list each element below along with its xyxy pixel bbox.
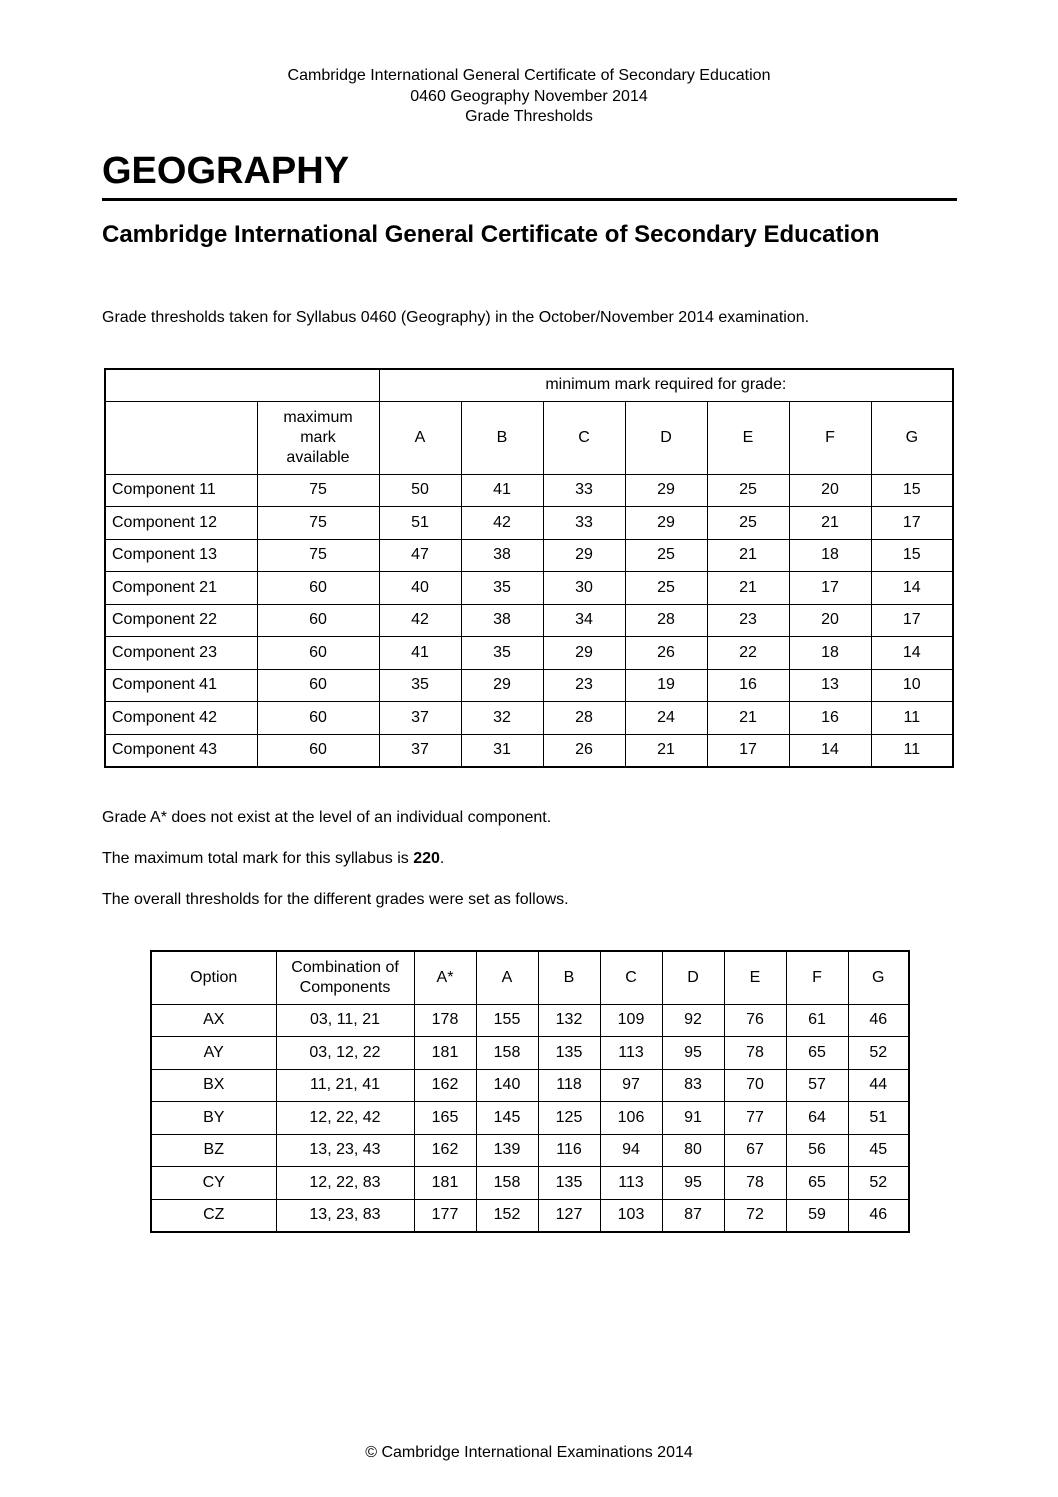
component-name: Component 41 [105,669,257,702]
grade-mark-cell: 35 [379,669,461,702]
component-combination: 03, 12, 22 [276,1037,414,1070]
max-mark-cell: 75 [257,474,379,507]
grade-mark-cell: 26 [543,734,625,767]
option-grade-mark-cell: 178 [414,1004,476,1037]
grade-mark-cell: 25 [707,507,789,540]
table-row [105,637,953,670]
grade-mark-cell: 34 [543,604,625,637]
grade-mark-cell: 16 [707,669,789,702]
option-grade-mark-cell: 155 [476,1004,538,1037]
component-name: Component 12 [105,507,257,540]
grade-mark-cell: 14 [871,637,953,670]
copyright-footer: © Cambridge International Examinations 2014 [365,1444,693,1461]
component-name: Component 43 [105,734,257,767]
table-row [105,507,953,540]
grade-mark-cell: 20 [789,474,871,507]
component-combination: 12, 22, 42 [276,1102,414,1135]
grade-mark-cell: 25 [625,572,707,605]
grade-mark-cell: 51 [379,507,461,540]
option-grade-mark-cell: 113 [600,1167,662,1200]
max-mark-cell: 60 [257,734,379,767]
title-divider [102,198,957,201]
minimum-mark-header: minimum mark required for grade: [379,369,953,401]
option-grade-mark-cell: 87 [662,1199,724,1232]
table-row [151,1167,909,1200]
table-row [151,1134,909,1167]
max-total-value: 220 [413,850,440,867]
option-grade-mark-cell: 65 [786,1167,848,1200]
grade-mark-cell: 28 [625,604,707,637]
group-header-row [105,369,953,401]
grade-mark-cell: 35 [461,572,543,605]
page-subtitle: Cambridge International General Certificate of Secondary Education [102,221,880,248]
grade-mark-cell: 15 [871,474,953,507]
option-grade-mark-cell: 70 [724,1069,786,1102]
grade-mark-cell: 21 [789,507,871,540]
document-header [0,66,1058,128]
max-mark-cell: 60 [257,572,379,605]
option-grade-mark-cell: 64 [786,1102,848,1135]
grade-mark-cell: 29 [461,669,543,702]
option-code: BZ [151,1134,276,1167]
grade-mark-cell: 47 [379,539,461,572]
option-grade-header-c: C [600,951,662,1004]
option-grade-mark-cell: 158 [476,1167,538,1200]
option-grade-header-d: D [662,951,724,1004]
max-mark-cell: 60 [257,637,379,670]
component-combination: 03, 11, 21 [276,1004,414,1037]
grade-mark-cell: 29 [543,539,625,572]
component-thresholds-table [104,368,954,768]
grade-mark-cell: 41 [461,474,543,507]
option-grade-mark-cell: 109 [600,1004,662,1037]
option-grade-mark-cell: 46 [848,1004,909,1037]
page-title: GEOGRAPHY [102,150,350,192]
grade-mark-cell: 21 [625,734,707,767]
grade-mark-cell: 33 [543,507,625,540]
option-grade-header-a: A [476,951,538,1004]
component-combination: 12, 22, 83 [276,1167,414,1200]
grade-header-e: E [707,401,789,474]
component-name: Component 11 [105,474,257,507]
grade-mark-cell: 40 [379,572,461,605]
component-name: Component 42 [105,702,257,735]
option-grade-mark-cell: 158 [476,1037,538,1070]
option-grade-mark-cell: 52 [848,1037,909,1070]
grade-mark-cell: 14 [789,734,871,767]
option-grade-mark-cell: 59 [786,1199,848,1232]
empty-header-cell [105,401,257,474]
table-row [151,1102,909,1135]
option-grade-header-b: B [538,951,600,1004]
header-line-syllabus: 0460 Geography November 2014 [410,87,648,105]
option-grade-mark-cell: 56 [786,1134,848,1167]
header-line-qualification: Cambridge International General Certificate of Secondary Education [287,67,771,84]
option-grade-mark-cell: 46 [848,1199,909,1232]
option-grade-header-e: E [724,951,786,1004]
max-mark-cell: 60 [257,702,379,735]
option-grade-mark-cell: 139 [476,1134,538,1167]
option-grade-mark-cell: 162 [414,1069,476,1102]
max-mark-header: maximum mark available [257,401,379,474]
option-grade-mark-cell: 116 [538,1134,600,1167]
grade-header-c: C [543,401,625,474]
grade-header-g: G [871,401,953,474]
grade-mark-cell: 15 [871,539,953,572]
option-grade-header-f: F [786,951,848,1004]
option-grade-mark-cell: 77 [724,1102,786,1135]
grade-mark-cell: 37 [379,702,461,735]
grade-mark-cell: 17 [789,572,871,605]
option-grade-header-g: G [848,951,909,1004]
option-grade-mark-cell: 95 [662,1037,724,1070]
option-thresholds-table [150,950,910,1233]
grade-mark-cell: 25 [707,474,789,507]
option-grade-mark-cell: 51 [848,1102,909,1135]
combination-header: Combination of Components [276,951,414,1004]
option-grade-mark-cell: 80 [662,1134,724,1167]
max-total-text [102,849,444,869]
grade-mark-cell: 11 [871,702,953,735]
grade-mark-cell: 21 [707,539,789,572]
grade-header-a: A [379,401,461,474]
grade-header-d: D [625,401,707,474]
max-mark-cell: 60 [257,604,379,637]
option-grade-mark-cell: 181 [414,1167,476,1200]
grade-mark-cell: 16 [789,702,871,735]
grade-mark-cell: 42 [461,507,543,540]
grade-mark-cell: 18 [789,637,871,670]
option-header: Option [151,951,276,1004]
a-star-note: Grade A* does not exist at the level of an individual component. [102,809,552,826]
grade-mark-cell: 21 [707,572,789,605]
table-row [105,572,953,605]
option-grade-mark-cell: 92 [662,1004,724,1037]
grade-mark-cell: 31 [461,734,543,767]
table-row [105,702,953,735]
grade-mark-cell: 14 [871,572,953,605]
table-row [151,1199,909,1232]
table-row [151,1069,909,1102]
option-grade-mark-cell: 67 [724,1134,786,1167]
grade-mark-cell: 37 [379,734,461,767]
table-row [151,1004,909,1037]
component-thresholds-body [105,369,953,767]
header-line-doc-type: Grade Thresholds [465,108,593,125]
option-code: AX [151,1004,276,1037]
option-grade-mark-cell: 57 [786,1069,848,1102]
option-grade-mark-cell: 76 [724,1004,786,1037]
option-thresholds-body [151,951,909,1232]
option-grade-mark-cell: 127 [538,1199,600,1232]
max-mark-cell: 75 [257,507,379,540]
option-grade-mark-cell: 140 [476,1069,538,1102]
component-name: Component 21 [105,572,257,605]
grade-mark-cell: 25 [625,539,707,572]
grade-mark-cell: 38 [461,539,543,572]
option-code: AY [151,1037,276,1070]
grade-mark-cell: 20 [789,604,871,637]
grade-mark-cell: 50 [379,474,461,507]
option-grade-mark-cell: 83 [662,1069,724,1102]
option-code: CY [151,1167,276,1200]
intro-text: Grade thresholds taken for Syllabus 0460 (Geography) in the October/November 2014 examination. [102,309,810,326]
grade-mark-cell: 13 [789,669,871,702]
grade-mark-cell: 17 [871,507,953,540]
option-grade-mark-cell: 135 [538,1167,600,1200]
option-grade-mark-cell: 162 [414,1134,476,1167]
option-grade-mark-cell: 118 [538,1069,600,1102]
option-grade-mark-cell: 61 [786,1004,848,1037]
table-row [105,474,953,507]
option-grade-mark-cell: 113 [600,1037,662,1070]
option-grade-mark-cell: 152 [476,1199,538,1232]
grade-mark-cell: 35 [461,637,543,670]
table-row [105,539,953,572]
max-mark-cell: 75 [257,539,379,572]
grade-mark-cell: 33 [543,474,625,507]
table-row [105,604,953,637]
component-combination: 11, 21, 41 [276,1069,414,1102]
component-combination: 13, 23, 43 [276,1134,414,1167]
option-grade-mark-cell: 165 [414,1102,476,1135]
max-mark-cell: 60 [257,669,379,702]
overall-thresholds-intro: The overall thresholds for the different grades were set as follows. [102,891,569,908]
component-combination: 13, 23, 83 [276,1199,414,1232]
grade-mark-cell: 10 [871,669,953,702]
option-grade-mark-cell: 44 [848,1069,909,1102]
option-code: BY [151,1102,276,1135]
option-grade-mark-cell: 145 [476,1102,538,1135]
option-header-row [151,951,909,1004]
component-name: Component 22 [105,604,257,637]
grade-mark-cell: 17 [707,734,789,767]
grade-mark-cell: 29 [625,507,707,540]
grade-mark-cell: 38 [461,604,543,637]
option-grade-mark-cell: 91 [662,1102,724,1135]
grade-mark-cell: 21 [707,702,789,735]
option-grade-mark-cell: 181 [414,1037,476,1070]
grade-mark-cell: 22 [707,637,789,670]
option-grade-mark-cell: 52 [848,1167,909,1200]
grade-mark-cell: 23 [707,604,789,637]
option-grade-mark-cell: 94 [600,1134,662,1167]
grade-mark-cell: 42 [379,604,461,637]
grade-mark-cell: 17 [871,604,953,637]
grade-mark-cell: 26 [625,637,707,670]
component-name: Component 23 [105,637,257,670]
empty-header-cell [105,369,379,401]
grade-mark-cell: 19 [625,669,707,702]
option-grade-mark-cell: 65 [786,1037,848,1070]
option-grade-mark-cell: 132 [538,1004,600,1037]
option-grade-mark-cell: 78 [724,1037,786,1070]
table-row [151,1037,909,1070]
max-total-prefix: The maximum total mark for this syllabus is [102,850,414,867]
option-code: CZ [151,1199,276,1232]
option-grade-mark-cell: 177 [414,1199,476,1232]
grade-mark-cell: 24 [625,702,707,735]
grade-mark-cell: 30 [543,572,625,605]
grade-mark-cell: 29 [543,637,625,670]
option-grade-mark-cell: 95 [662,1167,724,1200]
grade-mark-cell: 28 [543,702,625,735]
option-grade-mark-cell: 106 [600,1102,662,1135]
option-grade-mark-cell: 103 [600,1199,662,1232]
grade-mark-cell: 41 [379,637,461,670]
option-grade-mark-cell: 135 [538,1037,600,1070]
option-grade-header-a-star: A* [414,951,476,1004]
grade-mark-cell: 23 [543,669,625,702]
table-row [105,669,953,702]
option-grade-mark-cell: 78 [724,1167,786,1200]
table-row [105,734,953,767]
grade-header-f: F [789,401,871,474]
option-grade-mark-cell: 125 [538,1102,600,1135]
grade-mark-cell: 18 [789,539,871,572]
grade-mark-cell: 11 [871,734,953,767]
grade-header-row [105,401,953,474]
option-grade-mark-cell: 72 [724,1199,786,1232]
grade-header-b: B [461,401,543,474]
component-name: Component 13 [105,539,257,572]
grade-mark-cell: 29 [625,474,707,507]
option-grade-mark-cell: 45 [848,1134,909,1167]
option-code: BX [151,1069,276,1102]
option-grade-mark-cell: 97 [600,1069,662,1102]
max-total-suffix: . [439,850,445,867]
grade-mark-cell: 32 [461,702,543,735]
